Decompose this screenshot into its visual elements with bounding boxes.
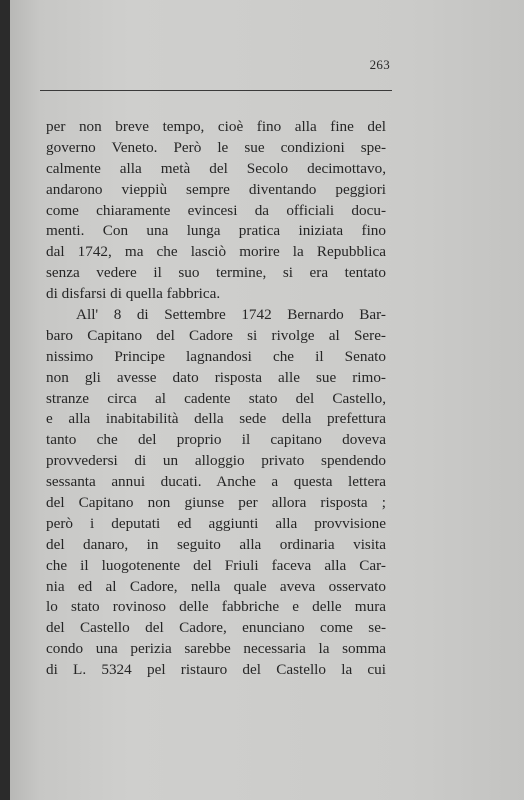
text-line: nia ed al Cadore, nella quale aveva osservato bbox=[46, 577, 386, 595]
text-line: del Capitano non giunse per allora risposta ; bbox=[46, 494, 386, 512]
text-line: All' 8 di Settembre 1742 Bernardo Bar- bbox=[76, 306, 386, 324]
text-line: del danaro, in seguito alla ordinaria visita bbox=[46, 535, 386, 553]
text-line: del Castello del Cadore, enunciano come se- bbox=[46, 619, 386, 637]
text-line: come chiaramente evincesi da officiali docu- bbox=[46, 201, 386, 219]
text-line: menti. Con una lunga pratica iniziata fino bbox=[46, 222, 386, 240]
text-line: di disfarsi di quella fabbrica. bbox=[46, 285, 221, 303]
text-line: che il luogotenente del Friuli faceva alla Car- bbox=[46, 556, 386, 574]
text-line: dal 1742, ma che lasciò morire la Repubblica bbox=[46, 243, 386, 261]
text-line: andarono vieppiù sempre diventando peggiori bbox=[46, 180, 386, 198]
text-line: lo stato rovinoso delle fabbriche e delle mura bbox=[46, 598, 386, 616]
text-line: condo una perizia sarebbe necessaria la somma bbox=[46, 640, 386, 658]
body-text bbox=[46, 117, 386, 681]
text-line: provvedersi di un alloggio privato spendendo bbox=[46, 452, 386, 470]
text-line: tanto che del proprio il capitano doveva bbox=[46, 431, 386, 449]
text-line: per non breve tempo, cioè fino alla fine del bbox=[46, 118, 386, 135]
book-page bbox=[10, 0, 524, 800]
text-line: nissimo Principe lagnandosi che il Senato bbox=[46, 347, 386, 365]
text-line: però i deputati ed aggiunti alla provvisione bbox=[46, 514, 386, 532]
text-line: e alla inabitabilità della sede della prefettura bbox=[46, 410, 386, 428]
text-line: senza vedere il suo termine, si era tentato bbox=[46, 264, 386, 282]
text-line: baro Capitano del Cadore si rivolge al Sere- bbox=[46, 326, 386, 344]
text-line: di L. 5324 pel ristauro del Castello la cui bbox=[46, 661, 386, 679]
text-line: stranze circa al cadente stato del Castello, bbox=[46, 389, 386, 407]
text-line: governo Veneto. Però le sue condizioni spe- bbox=[46, 138, 386, 156]
text-line: non gli avesse dato risposta alle sue rimo- bbox=[46, 368, 386, 386]
page-number: 263 bbox=[369, 57, 390, 72]
text-line: calmente alla metà del Secolo decimottavo, bbox=[46, 159, 386, 177]
header-rule bbox=[40, 90, 392, 91]
text-line: sessanta annui ducati. Anche a questa lettera bbox=[46, 473, 386, 491]
